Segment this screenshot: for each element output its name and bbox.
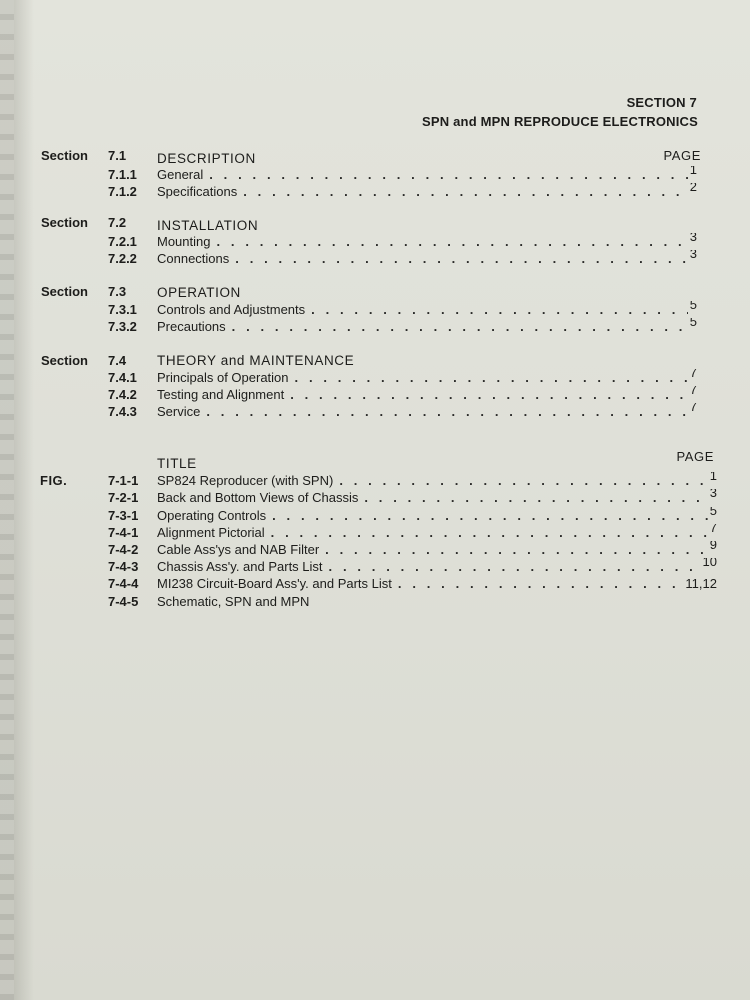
toc-item-row xyxy=(0,369,750,386)
item-title: Connections xyxy=(157,251,230,266)
figure-row xyxy=(0,524,750,541)
section-number: 7.4 xyxy=(108,353,127,368)
item-leader xyxy=(157,250,697,267)
item-number: 7.3.2 xyxy=(108,319,137,334)
dot-leader xyxy=(290,386,688,403)
figure-row xyxy=(0,489,750,506)
toc-section-row xyxy=(0,147,750,164)
dot-leader xyxy=(325,541,708,558)
item-number: 7.1.1 xyxy=(108,167,137,182)
figure-number: 7-4-2 xyxy=(108,542,139,557)
dot-leader xyxy=(243,183,688,200)
item-page: 5 xyxy=(689,301,697,312)
toc-item-row xyxy=(0,403,750,420)
figure-page: 3 xyxy=(709,489,717,500)
dot-leader xyxy=(271,524,708,541)
item-page: 1 xyxy=(689,166,697,177)
figure-number: 7-4-4 xyxy=(108,576,139,591)
section-number: 7.3 xyxy=(108,284,127,299)
figure-number: 7-2-1 xyxy=(108,490,139,505)
figure-title: Back and Bottom Views of Chassis xyxy=(157,490,359,505)
dot-leader xyxy=(311,301,688,318)
item-number: 7.4.2 xyxy=(108,387,137,402)
item-title: General xyxy=(157,167,204,182)
item-title: Testing and Alignment xyxy=(157,387,285,402)
dot-leader xyxy=(235,250,687,267)
figure-leader xyxy=(157,472,717,489)
dot-leader xyxy=(339,472,707,489)
item-title: Principals of Operation xyxy=(157,370,289,385)
figure-leader xyxy=(157,558,717,575)
section-label: Section xyxy=(41,215,88,230)
toc-section-row xyxy=(0,352,750,369)
section-title-heading: SPN and MPN REPRODUCE ELECTRONICS xyxy=(421,114,698,129)
figure-title: Schematic, SPN and MPN xyxy=(157,594,310,609)
dot-leader xyxy=(295,369,688,386)
figure-number: 7-1-1 xyxy=(108,473,139,488)
toc-item-row xyxy=(0,318,750,335)
section-title: OPERATION xyxy=(157,285,241,300)
item-number: 7.1.2 xyxy=(108,184,137,199)
item-title: Precautions xyxy=(157,319,226,334)
figures-heading-row xyxy=(0,449,750,471)
toc-item-row xyxy=(0,166,750,183)
figure-page: 7 xyxy=(709,524,717,535)
item-page: 3 xyxy=(689,233,697,244)
item-page: 7 xyxy=(689,403,697,414)
toc-item-row xyxy=(0,386,750,403)
dot-leader xyxy=(216,233,687,250)
section-number: 7.2 xyxy=(108,215,127,230)
figure-page: 11,12 xyxy=(685,576,717,591)
section-number-heading: SECTION 7 xyxy=(626,95,697,110)
dot-leader xyxy=(364,489,707,506)
toc-item-row xyxy=(0,233,750,250)
section-title: DESCRIPTION xyxy=(157,151,256,166)
item-page: 3 xyxy=(689,250,697,261)
figure-title: Operating Controls xyxy=(157,508,267,523)
title-column-heading: TITLE xyxy=(157,456,197,471)
item-leader xyxy=(157,318,697,335)
figure-number: 7-4-1 xyxy=(108,525,139,540)
figure-page: 1 xyxy=(709,472,717,483)
item-page: 5 xyxy=(689,318,697,329)
item-number: 7.2.1 xyxy=(108,234,137,249)
section-label: Section xyxy=(41,284,88,299)
figure-row xyxy=(0,558,750,575)
item-leader xyxy=(157,369,697,386)
toc-item-row xyxy=(0,183,750,200)
figure-title: SP824 Reproducer (with SPN) xyxy=(157,473,334,488)
item-number: 7.3.1 xyxy=(108,302,137,317)
item-title: Specifications xyxy=(157,184,238,199)
figures-label: FIG. xyxy=(40,473,68,488)
figure-row xyxy=(0,541,750,558)
section-number: 7.1 xyxy=(108,148,127,163)
section-label: Section xyxy=(41,148,88,163)
dot-leader xyxy=(232,318,688,335)
item-leader xyxy=(157,403,697,420)
figure-page: 5 xyxy=(709,507,717,518)
item-number: 7.2.2 xyxy=(108,251,137,266)
item-page: 7 xyxy=(689,369,697,380)
figure-number: 7-4-5 xyxy=(108,594,139,609)
figure-leader xyxy=(157,489,717,506)
figure-leader xyxy=(157,524,717,541)
figure-title: Chassis Ass'y. and Parts List xyxy=(157,559,323,574)
page-column-heading: PAGE xyxy=(676,449,714,464)
figure-page: 10 xyxy=(702,558,717,569)
item-leader xyxy=(157,233,697,250)
item-title: Service xyxy=(157,404,201,419)
item-leader xyxy=(157,386,697,403)
item-leader xyxy=(157,301,697,318)
item-page: 7 xyxy=(689,386,697,397)
item-title: Mounting xyxy=(157,234,211,249)
toc-item-row xyxy=(0,301,750,318)
item-title: Controls and Adjustments xyxy=(157,302,306,317)
figure-leader xyxy=(157,507,717,524)
figure-leader xyxy=(157,541,717,558)
page-column-heading: PAGE xyxy=(663,148,701,163)
figure-row xyxy=(0,593,750,610)
item-leader xyxy=(157,166,697,183)
section-title: THEORY and MAINTENANCE xyxy=(157,353,355,368)
figure-row xyxy=(0,507,750,524)
item-number: 7.4.3 xyxy=(108,404,137,419)
figure-number: 7-3-1 xyxy=(108,508,139,523)
section-label: Section xyxy=(41,353,88,368)
dot-leader xyxy=(206,403,687,420)
figure-page: 9 xyxy=(709,541,717,552)
figure-row xyxy=(0,575,750,592)
figure-title: MI238 Circuit-Board Ass'y. and Parts List xyxy=(157,576,392,591)
toc-section-row xyxy=(0,283,750,300)
figure-number: 7-4-3 xyxy=(108,559,139,574)
figure-title: Alignment Pictorial xyxy=(157,525,265,540)
item-leader xyxy=(157,183,697,200)
item-page: 2 xyxy=(689,183,697,194)
figure-leader xyxy=(157,575,717,592)
dot-leader xyxy=(272,507,708,524)
figure-row xyxy=(0,472,750,489)
dot-leader xyxy=(398,575,684,592)
dot-leader xyxy=(329,558,701,575)
figure-title: Cable Ass'ys and NAB Filter xyxy=(157,542,320,557)
toc-section-row xyxy=(0,214,750,231)
toc-item-row xyxy=(0,250,750,267)
item-number: 7.4.1 xyxy=(108,370,137,385)
section-title: INSTALLATION xyxy=(157,218,259,233)
dot-leader xyxy=(209,166,688,183)
